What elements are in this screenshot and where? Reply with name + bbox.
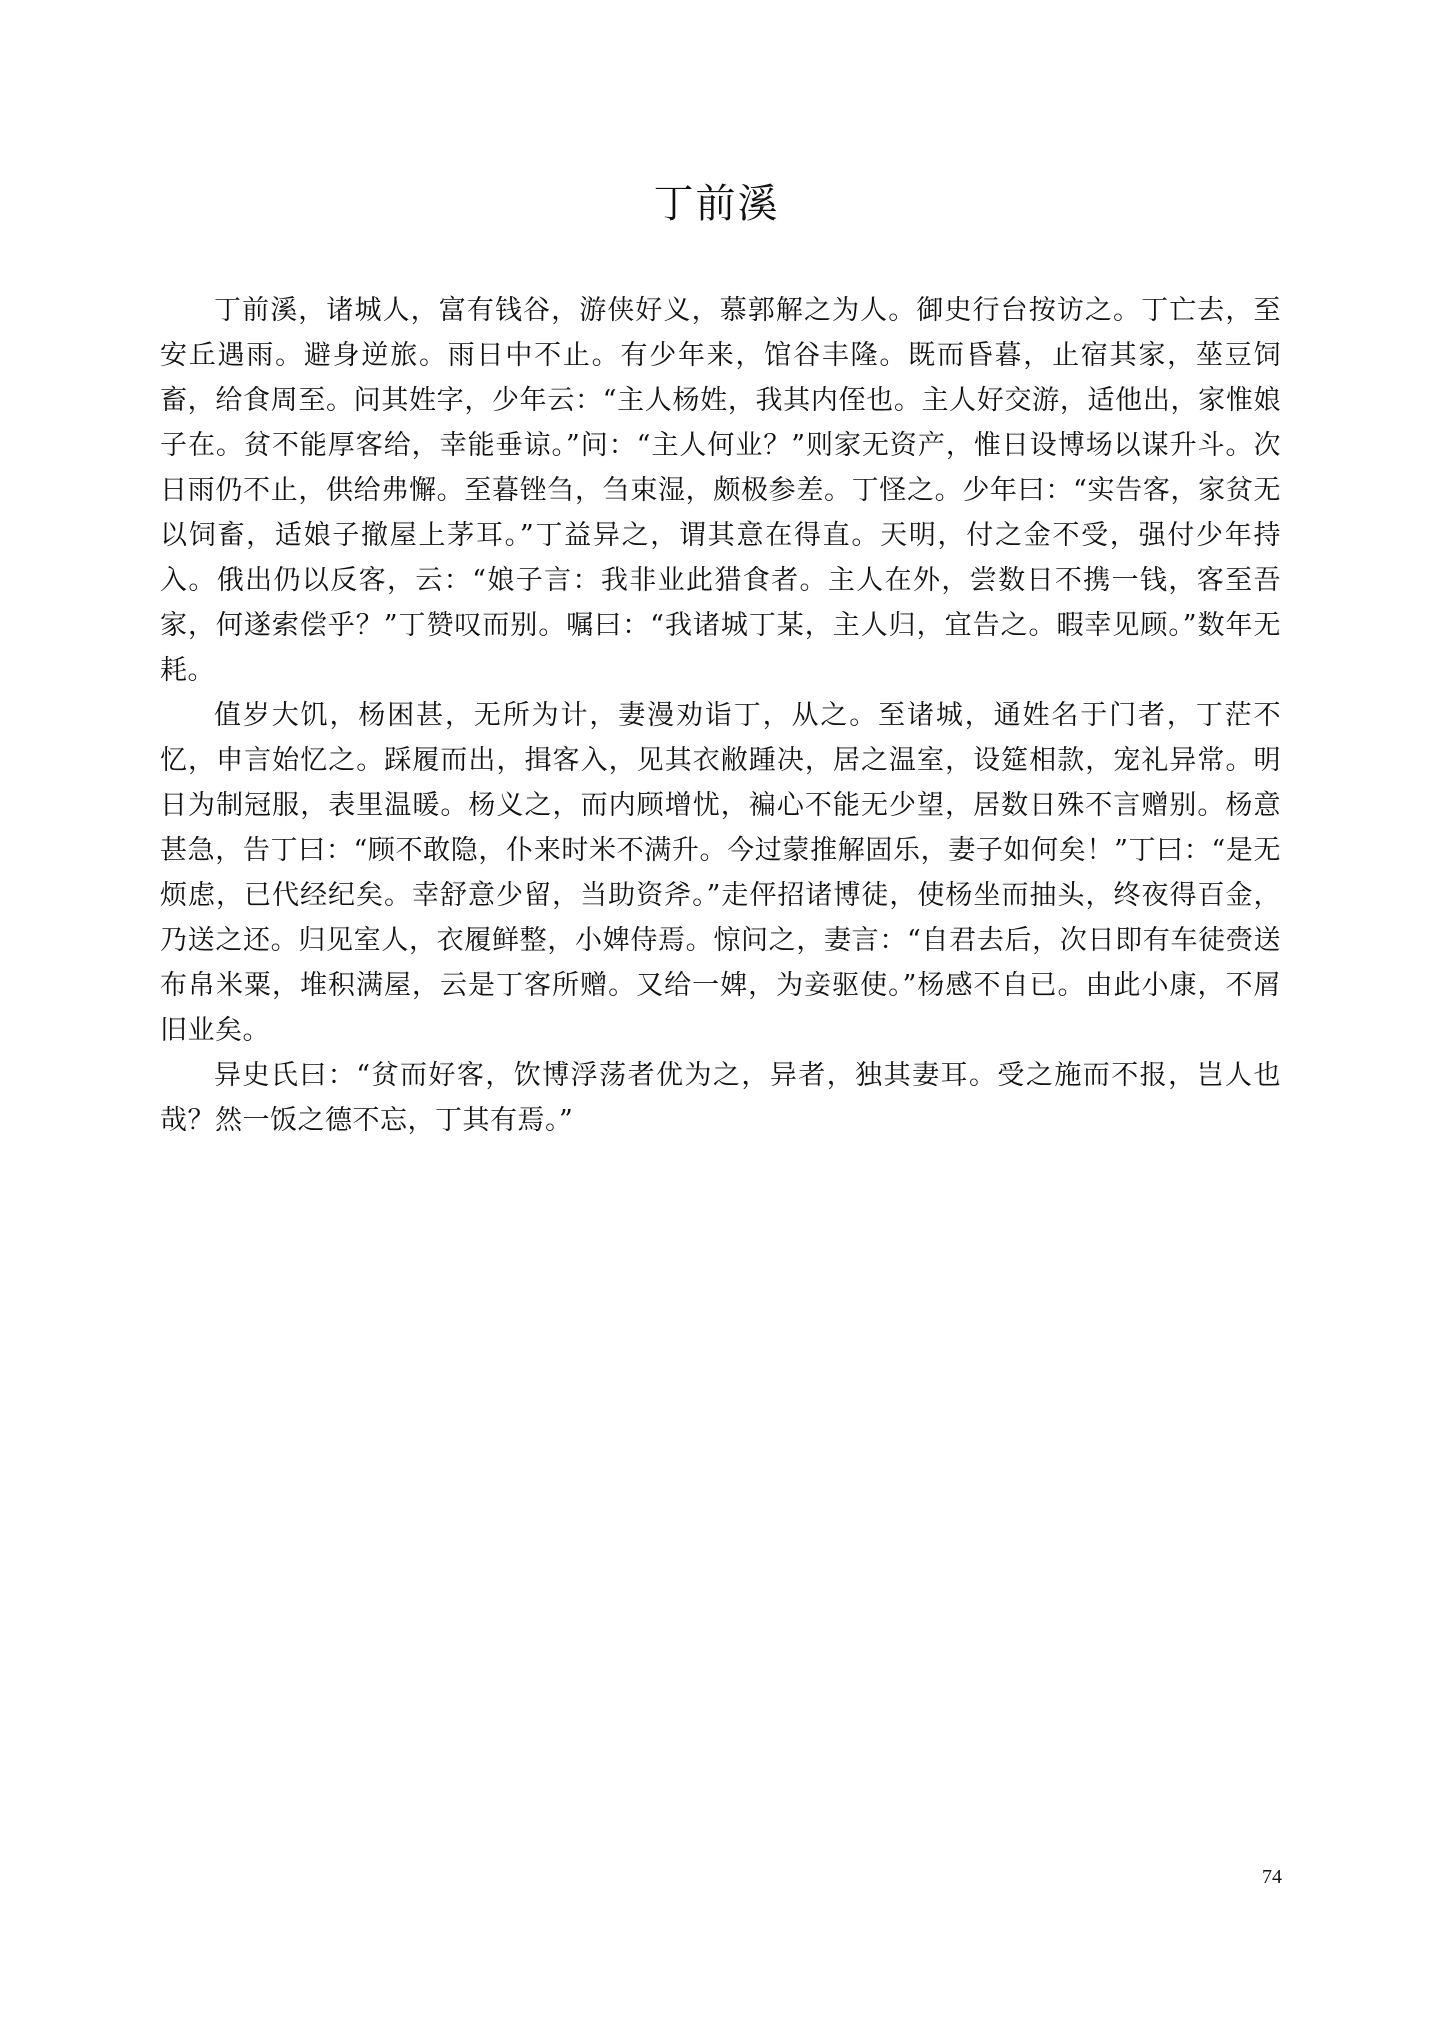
paragraph-2: 值岁大饥，杨困甚，无所为计，妻漫劝诣丁，从之。至诸城，通姓名于门者，丁茫不忆，申言始忆之。踩履而出，揖客入，见其衣敝踵决，居之温室，设筵相款，宠礼异常。明日为制冠服，表里温暖。杨义之，而内顾增忧，褊心不能无少望，居数日殊不言赠别。杨意甚急，告丁曰：“顾不敢隐，仆来时米不满升。今过蒙推解固乐，妻子如何矣！”丁曰：“是无烦虑，已代经纪矣。幸舒意少留，当助资斧。”走伻招诸博徒，使杨坐而抽头，终夜得百金，乃送之还。归见室人，衣履鲜整，小婢侍焉。惊问之，妻言：“自君去后，次日即有车徒赍送布帛米粟，堆积满屋，云是丁客所赠。又给一婢，为妾驱使。”杨感不自已。由此小康，不屑旧业矣。: [160, 700, 1281, 1046]
body-text: [160, 288, 1281, 1143]
paragraph-3: 异史氏曰：“贫而好客，饮博浮荡者优为之，异者，独其妻耳。受之施而不报，岂人也哉？然一饭之德不忘，丁其有焉。”: [160, 1060, 1281, 1136]
paragraph-1: 丁前溪，诸城人，富有钱谷，游侠好义，慕郭解之为人。御史行台按访之。丁亡去，至安丘遇雨。避身逆旅。雨日中不止。有少年来，馆谷丰隆。既而昏暮，止宿其家，莝豆饲畜，给食周至。问其姓字，少年云：“主人杨姓，我其内侄也。主人好交游，适他出，家惟娘子在。贫不能厚客给，幸能垂谅。”问：“主人何业？”则家无资产，惟日设博场以谋升斗。次日雨仍不止，供给弗懈。至暮锉刍，刍束湿，颇极参差。丁怪之。少年曰：“实告客，家贫无以饲畜，适娘子撤屋上茅耳。”丁益异之，谓其意在得直。天明，付之金不受，强付少年持入。俄出仍以反客，云：“娘子言：我非业此猎食者。主人在外，尝数日不携一钱，客至吾家，何遂索偿乎？”丁赞叹而别。嘱曰：“我诸城丁某，主人归，宜告之。暇幸见顾。”数年无耗。: [160, 295, 1281, 686]
page-number: 74: [1262, 1866, 1282, 1888]
page-title: 丁前溪: [653, 181, 780, 227]
